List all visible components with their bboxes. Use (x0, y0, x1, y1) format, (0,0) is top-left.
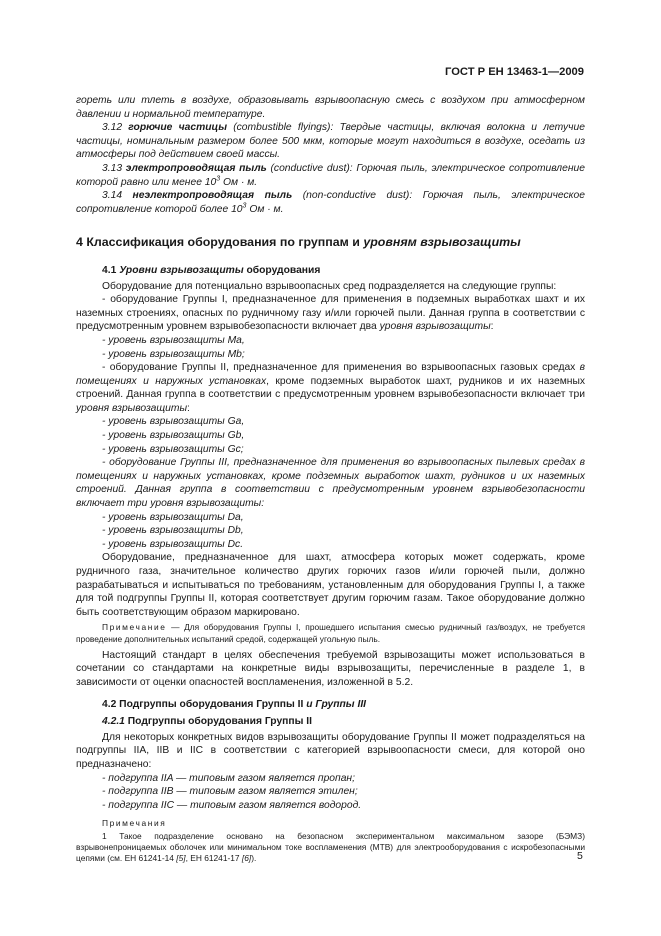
group-iii-text: - оборудование Группы III, предназначенное для применения во взрывоопасных пылевых средах в помещениях и наружных установках, кроме подземных выработок шахт, рудников и их наземных строений. Данная группа в соответствии с предусмотренным уровнем взрывобезопасности включает три уровня взрывозащиты: (76, 457, 585, 510)
subsection-4-2-1-heading: 4.2.1 Подгруппы оборудования Группы II (102, 716, 312, 728)
list-item: - уровень взрывозащиты Gb, (102, 430, 245, 442)
subsection-4-2-heading: 4.2 Подгруппы оборудования Группы II и Группы III (102, 698, 367, 710)
paragraph: Оборудование для потенциально взрывоопасных сред подразделяется на следующие группы: (102, 280, 557, 292)
standard-header: ГОСТ Р ЕН 13463-1—2009 (445, 66, 584, 78)
subsection-4-1-heading: 4.1 Уровни взрывозащиты оборудования (102, 264, 321, 276)
list-item: - уровень взрывозащиты Mb; (102, 348, 245, 360)
list-item: - уровень взрывозащиты Ma, (102, 334, 245, 346)
list-item: - уровень взрывозащиты Da, (102, 511, 244, 523)
list-item: - уровень взрывозащиты Db, (102, 525, 244, 537)
list-item: - уровень взрывозащиты Dc. (102, 538, 244, 550)
paragraph: Оборудование, предназначенное для шахт, атмосфера которых может содержать, кроме рудничного газа, значительное количество других горючих газов и/или горючей пыли, должно разрабатываться и испытываться по требованиям, установленным для оборудования Группы I, а также для той подгруппы Группы II, которая соответствует другим горючим газам. Такое оборудование должно быть соответствующим образом маркировано. (76, 552, 585, 618)
definition-3-12: 3.12 горючие частицы (combustible flyings): Твердые частицы, включая волокна и летучие частицы, номинальным размером более 500 мкм, которые могут находиться в воздухе, оседать из атмосферы под действием своей массы. (76, 122, 585, 161)
definition-3-13: 3.13 электропроводящая пыль (conductive dust): Горючая пыль, электрическое сопротивление которой равно или менее $10^3$ Ом · м. (76, 162, 585, 188)
list-item: - уровень взрывозащиты Ga, (102, 416, 245, 428)
section-4-heading: 4 Классификация оборудования по группам и уровням взрывозащиты (76, 235, 521, 250)
definition-3-14: 3.14 неэлектропроводящая пыль (non-conductive dust): Горючая пыль, электрическое сопротивление которой более $10^3$ Ом · м. (76, 190, 585, 215)
paragraph: Для некоторых конкретных видов взрывозащиты оборудование Группы II может подразделяться на подгруппы IIA, IIB и IIC в соответствии с категорией взрывоопасности смеси, для которой оно предназначено: (76, 731, 585, 770)
page-content (76, 94, 585, 868)
list-item: - подгруппа IIA — типовым газом является пропан; (102, 772, 355, 784)
definition-continuation: гореть или тлеть в воздухе, образовывать взрывоопасную смесь с воздухом при атмосферном давлении и нормальной температуре. (76, 95, 585, 120)
list-item: - подгруппа IIC — типовым газом является водород. (102, 799, 362, 811)
paragraph: Настоящий стандарт в целях обеспечения требуемой взрывозащиты может использоваться в сочетании со стандартами на конкретные виды взрывозащиты, перечисленные в разделе 1, в зависимости от оценки опасностей воспламенения, изложенной в 5.2. (76, 649, 585, 688)
group-i-text: - оборудование Группы I, предназначенное для применения в подземных выработках шахт и их наземных строениях, опасных по рудничному газу и/или горючей пыли. Данная группа в соответствии с предусмотренным уровнем взрывобезопасности включает два уровня взрывозащиты: (76, 294, 585, 333)
list-item: - подгруппа IIB — типовым газом является этилен; (102, 786, 358, 798)
notes-label: Примечания (102, 818, 167, 829)
page-number: 5 (577, 850, 583, 862)
group-ii-text: - оборудование Группы II, предназначенное для применения во взрывоопасных газовых средах в помещениях и наружных установках, кроме подземных выработок шахт, рудников и их наземных строений. Данная группа в соответствии с предусмотренным уровнем взрывобезопасности включает три уровня взрывозащиты: (76, 362, 586, 414)
note: Примечание — Для оборудования Группы I, прошедшего испытания смесью рудничный газ/воздух, не требуется проведение дополнительных испытаний средой, содержащей угольную пыль. (76, 622, 585, 644)
list-item: - уровень взрывозащиты Gc; (102, 443, 244, 455)
note-1: 1 Такое подразделение основано на безопасном экспериментальном максимальном зазоре (БЭМЗ) взрывонепроницаемых оболочек или минимальном токе воспламенения (МТВ) для электрооборудования с искробезопасными цепями (см. ЕН 61241-14 [5], ЕН 61241-17 [6]). (76, 830, 585, 863)
